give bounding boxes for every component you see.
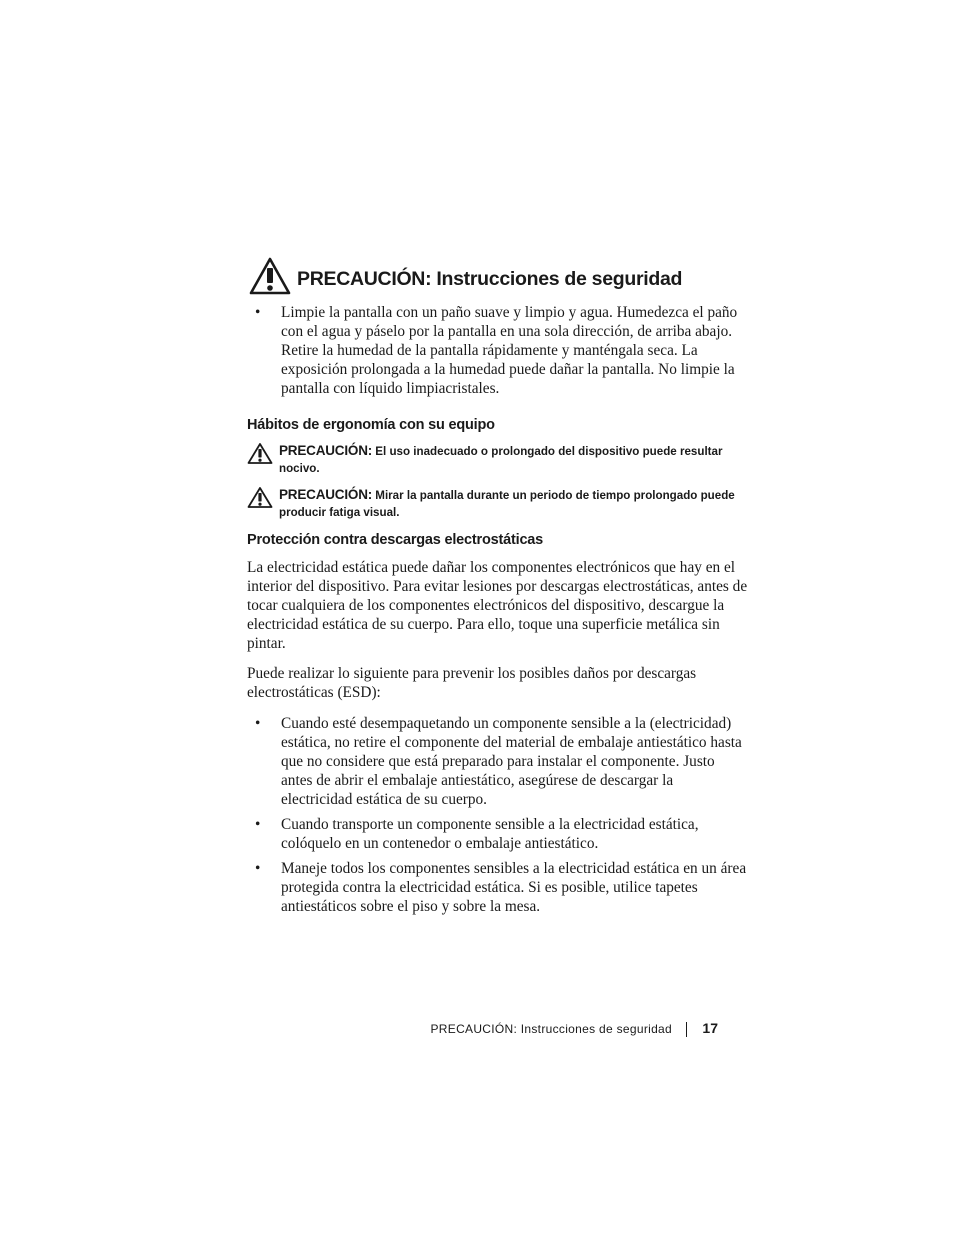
footer-title: PRECAUCIÓN: Instrucciones de seguridad bbox=[430, 1022, 672, 1036]
intro-list bbox=[248, 303, 748, 398]
page-footer bbox=[400, 1020, 730, 1040]
esd-heading: Protección contra descargas electrostáticas bbox=[247, 532, 544, 548]
list-item bbox=[248, 815, 748, 853]
page-title: PRECAUCIÓN: Instrucciones de seguridad bbox=[297, 268, 683, 290]
list-item-text: Cuando esté desempaquetando un componente sensible a la (electricidad) estática, no retire el componente del material de embalaje antiestático hasta que no considere que está preparado para instalar el componente. Justo antes de abrir el embalaje antiestático, asegúrese de descargar la electricidad estática de su cuerpo. bbox=[281, 715, 742, 808]
esd-list bbox=[248, 714, 748, 922]
caution-label: PRECAUCIÓN: bbox=[279, 443, 373, 458]
list-item-text: Maneje todos los componentes sensibles a la electricidad estática en un área protegida contra la electricidad estática. Si es posible, utilice tapetes antiestáticos sobre el piso y sobre la mesa. bbox=[281, 860, 747, 915]
bullet: • bbox=[255, 304, 261, 321]
paragraph: La electricidad estática puede dañar los componentes electrónicos que hay en el interior del dispositivo. Para evitar lesiones por descargas electrostáticas, antes de tocar cualquiera de los componentes electrónicos del dispositivo, descargue la electricidad estática de su cuerpo. Para ello, toque una superficie metálica sin pintar. bbox=[247, 559, 748, 652]
bullet: • bbox=[255, 860, 261, 877]
page-number: 17 bbox=[702, 1020, 718, 1036]
list-item-text: Cuando transporte un componente sensible a la electricidad estática, colóquelo en un contenedor o embalaje antiestático. bbox=[281, 816, 699, 852]
bullet: • bbox=[255, 816, 261, 833]
list-item-text: Limpie la pantalla con un paño suave y limpio y agua. Humedezca el paño con el agua y páselo por la pantalla en una sola dirección, de arriba abajo. Retire la humedad de la pantalla rápidamente y manténgala seca. La exposición prolongada a la humedad puede dañar la pantalla. No limpie la pantalla con líquido limpiacristales. bbox=[281, 304, 738, 397]
ergonomics-heading: Hábitos de ergonomía con su equipo bbox=[247, 417, 495, 433]
bullet: • bbox=[255, 715, 261, 732]
warning-triangle-icon bbox=[248, 256, 292, 296]
caution-body: Mirar la pantalla durante un periodo de tiempo prolongado puede producir fatiga visual. bbox=[279, 489, 735, 519]
warning-triangle-icon bbox=[247, 442, 273, 465]
caution-label: PRECAUCIÓN: bbox=[279, 487, 373, 502]
caution-body: El uso inadecuado o prolongado del dispositivo puede resultar nocivo. bbox=[279, 445, 723, 475]
list-item bbox=[248, 714, 748, 809]
warning-triangle-icon bbox=[247, 486, 273, 509]
caution-text bbox=[279, 486, 747, 521]
caution-note bbox=[247, 442, 747, 482]
caution-note bbox=[247, 486, 747, 526]
footer-divider bbox=[686, 1022, 687, 1037]
page-heading bbox=[248, 256, 768, 298]
caution-text bbox=[279, 442, 747, 477]
list-item bbox=[248, 859, 748, 916]
list-item bbox=[248, 303, 748, 398]
paragraph: Puede realizar lo siguiente para prevenir los posibles daños por descargas electrostáticas (ESD): bbox=[247, 665, 697, 701]
